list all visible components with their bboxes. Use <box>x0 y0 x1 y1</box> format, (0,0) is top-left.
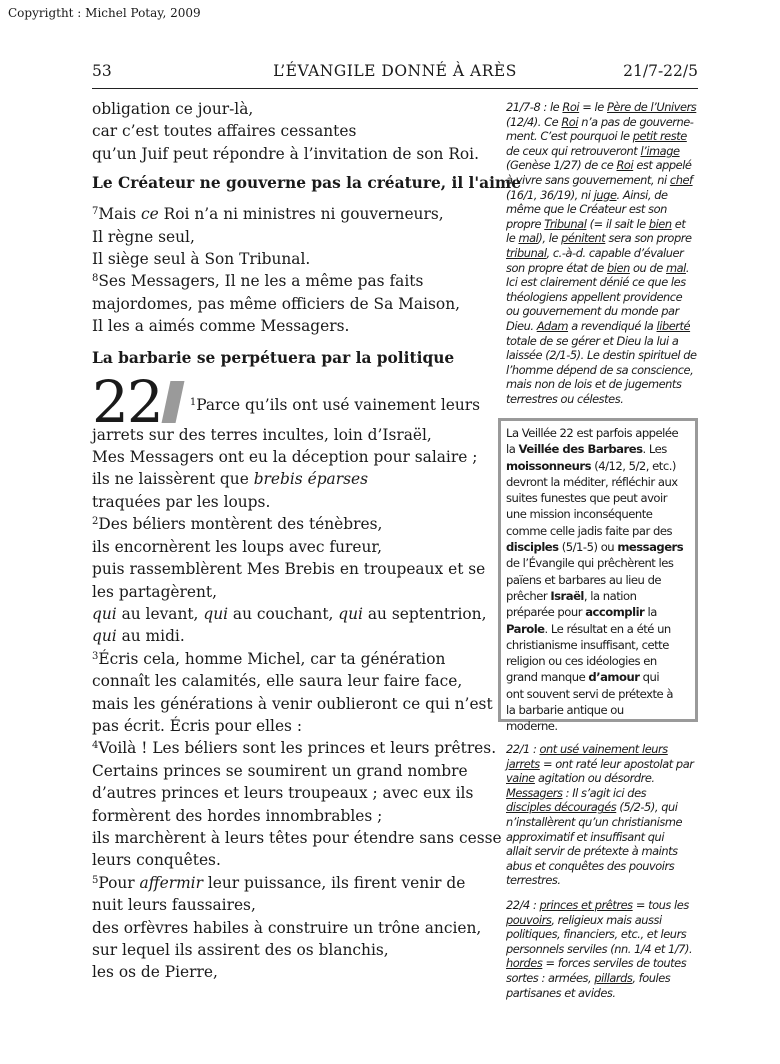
note-line <box>506 686 696 702</box>
text-span: ils ne laissèrent que <box>92 470 254 489</box>
text-line: les partagèrent, <box>92 582 217 601</box>
note-text: , religieux mais aussi <box>551 912 662 927</box>
note-text: , la nation <box>583 588 637 603</box>
verse-number: 8 <box>92 273 99 285</box>
note-line <box>506 363 702 378</box>
text-line <box>92 468 500 490</box>
note-line <box>506 986 702 1001</box>
verse-reference: 21/7-22/5 <box>623 62 698 80</box>
note-line <box>506 490 696 506</box>
note-text: (4/12, 5/2, etc.) <box>591 458 676 473</box>
header-rule <box>92 88 698 89</box>
emphasized-term: mal <box>666 260 686 275</box>
note-text: . Les <box>642 442 667 457</box>
text-span: Des béliers montèrent des ténèbres, <box>98 515 383 534</box>
emphasized-term: hordes <box>506 956 543 971</box>
note-line <box>506 637 696 653</box>
verse-5 <box>92 872 500 984</box>
note-text: propre <box>506 216 545 231</box>
verse-number: 7 <box>92 206 99 218</box>
note-line <box>506 217 702 232</box>
note-line <box>506 873 702 888</box>
text-line: mais les générations à venir oublieront ce qui n’est <box>92 694 493 713</box>
emphasized-term: mal <box>518 231 539 246</box>
note-line <box>506 971 702 986</box>
note-text: Ici est clairement dénié ce que les <box>506 275 686 290</box>
emphasized-term: ont usé vainement leurs <box>539 742 668 756</box>
note-text: = forces serviles de toutes <box>542 956 687 971</box>
verse-number: 5 <box>92 874 99 886</box>
note-line <box>506 334 702 349</box>
note-text: grand manque <box>506 670 589 685</box>
note-text: le <box>506 231 519 246</box>
note-line <box>506 572 696 588</box>
emphasized-term: bien <box>648 216 672 231</box>
note-text: = tous les <box>632 898 689 912</box>
book-title: L’ÉVANGILE DONNÉ À ARÈS <box>273 62 517 80</box>
copyright-notice: Copyrigtht : Michel Potay, 2009 <box>8 6 201 20</box>
text-line <box>92 648 500 670</box>
note-text: (12/4). Ce <box>506 114 562 129</box>
note-line <box>506 815 702 830</box>
text-line <box>92 603 500 625</box>
text-line: obligation ce jour-là, <box>92 100 254 118</box>
note-text: terrestres. <box>506 873 561 888</box>
note-line <box>506 621 696 637</box>
text-line: formèrent des hordes innombrables ; <box>92 806 383 825</box>
note-text: = ont raté leur apostolat par <box>539 756 694 771</box>
text-line: les os de Pierre, <box>92 963 218 982</box>
note-text: . Ainsi, de <box>616 187 668 202</box>
note-line <box>506 859 702 874</box>
note-text: ou gouvernement du monde par <box>506 304 679 319</box>
emphasized-term: chef <box>669 172 693 187</box>
note-text: et <box>671 216 686 231</box>
chapter-number: 22 <box>92 367 162 436</box>
verse-number: 2 <box>92 516 99 528</box>
note-line <box>506 173 702 188</box>
verse-number: 3 <box>92 650 99 662</box>
text-line: des orfèvres habiles à construire un trône ancien, <box>92 918 482 937</box>
note-line <box>506 771 702 786</box>
verse-3 <box>92 648 500 738</box>
text-line: pas écrit. Écris pour elles : <box>92 716 303 735</box>
emphasized-term: bien <box>607 260 630 275</box>
text-span: Roi n’a ni ministres ni gouverneurs, <box>158 205 444 224</box>
note-line <box>506 898 702 913</box>
text-span: au septentrion, <box>362 604 487 623</box>
note-text: ou de <box>629 260 666 275</box>
italic-span: ce <box>141 205 159 224</box>
note-text: sortes : armées, <box>506 970 595 985</box>
section-heading: Le Créateur ne gouverne pas la créature, il l'aime <box>92 174 521 193</box>
text-line: d’autres princes et leurs troupeaux ; avec eux ils <box>92 784 474 803</box>
italic-span: qui <box>203 604 229 623</box>
note-text: , foules <box>632 970 671 985</box>
text-line: traquées par les loups. <box>92 492 271 511</box>
text-line: leurs conquêtes. <box>92 851 221 870</box>
verse-number: 1 <box>189 396 197 408</box>
verse-7 <box>92 203 500 270</box>
note-text: 21/7-8 : le <box>506 100 563 114</box>
note-line <box>506 702 696 718</box>
text-line: Il siège seul à Son Tribunal. <box>92 250 311 269</box>
sidebar-note-22-4 <box>506 898 702 1000</box>
note-text: ment. C’est pourquoi le <box>506 129 633 144</box>
emphasized-term: Roi <box>562 100 580 114</box>
text-span: Pour <box>98 873 140 892</box>
emphasized-term: liberté <box>656 318 691 333</box>
italic-span: qui <box>338 604 363 623</box>
note-text: n’a pas de gouverne- <box>578 114 694 129</box>
page-header <box>92 62 698 88</box>
emphasized-term: messagers <box>617 540 684 555</box>
note-text: abus et conquêtes des pouvoirs <box>506 858 675 873</box>
note-line <box>506 718 696 734</box>
note-text: l’homme dépend de sa conscience, <box>506 362 694 377</box>
note-line <box>506 115 702 130</box>
note-line <box>506 956 702 971</box>
note-line <box>506 231 702 246</box>
note-text: ), le <box>538 231 562 246</box>
italic-span: brebis éparses <box>253 470 368 489</box>
verse-4 <box>92 737 500 871</box>
emphasized-term: disciples découragés <box>506 800 617 815</box>
note-text: 22/1 : <box>506 742 540 756</box>
text-line: Il règne seul, <box>92 227 195 246</box>
note-text: agitation ou désordre. <box>534 771 655 786</box>
text-line <box>92 737 500 759</box>
note-line <box>506 392 702 407</box>
text-line: Il les a aimés comme Messagers. <box>92 317 350 336</box>
note-line <box>506 202 702 217</box>
note-line <box>506 539 696 555</box>
emphasized-term: accomplir <box>585 605 645 620</box>
note-text: laissée (2/1-5). Le destin spirituel de <box>506 348 697 363</box>
text-span: au levant, <box>116 604 204 623</box>
note-line <box>506 669 696 685</box>
text-line: jarrets sur des terres incultes, loin d’Israël, <box>92 425 432 444</box>
emphasized-term: juge <box>593 187 617 202</box>
emphasized-term: vaine <box>506 771 535 786</box>
note-line <box>506 441 696 457</box>
emphasized-term: Père de l’Univers <box>607 100 697 114</box>
emphasized-term: disciples <box>506 540 559 555</box>
note-line <box>506 319 702 334</box>
emphasized-term: tribunal <box>506 245 547 260</box>
text-span: Voilà ! Les béliers sont les princes et leurs prêtres. <box>98 739 497 758</box>
note-text: christianisme insuffisant, cette <box>506 637 669 652</box>
page-number: 53 <box>92 62 112 80</box>
note-line <box>506 304 702 319</box>
note-text: approximatif et insuffisant qui <box>506 829 665 844</box>
emphasized-term: pillards <box>594 970 633 985</box>
emphasized-term: pénitent <box>561 231 606 246</box>
section-heading: La barbarie se perpétuera par la politique <box>92 348 455 367</box>
note-text: allait servir de prétexte à maints <box>506 844 678 859</box>
intro-lines <box>92 98 500 165</box>
text-line <box>190 378 480 416</box>
note-line <box>506 942 702 957</box>
text-line <box>92 270 500 292</box>
note-text: religion ou ces idéologies en <box>506 654 657 669</box>
note-line <box>506 425 696 441</box>
main-text-column <box>92 98 521 984</box>
verse-1 <box>92 424 500 514</box>
text-span: au midi. <box>116 627 185 646</box>
sidebar-box-veillee-22 <box>506 425 696 735</box>
text-line: nuit leurs faussaires, <box>92 896 256 915</box>
text-line: Mes Messagers ont eu la déception pour salaire ; <box>92 448 478 467</box>
note-line <box>506 129 702 144</box>
verse-2 <box>92 513 500 647</box>
text-line <box>92 513 500 535</box>
emphasized-term: pouvoirs <box>506 912 552 927</box>
text-span: Mais <box>98 205 142 224</box>
note-text: son propre état de <box>506 260 608 275</box>
note-text: la <box>644 605 657 620</box>
text-line: puis rassemblèrent Mes Brebis en troupeaux et se <box>92 560 486 579</box>
note-line <box>506 458 696 474</box>
text-line: ils marchèrent à leurs têtes pour étendre sans cesse <box>92 828 502 847</box>
note-line <box>506 188 702 203</box>
emphasized-term: Tribunal <box>544 216 587 231</box>
note-line <box>506 757 702 772</box>
note-line <box>506 653 696 669</box>
note-line <box>506 913 702 928</box>
note-line <box>506 290 702 305</box>
note-text: de l’Évangile qui prêchèrent les <box>506 556 674 571</box>
note-text: qui <box>639 670 660 685</box>
note-line <box>506 246 702 261</box>
note-text: totale de se gérer et Dieu la lui a <box>506 333 679 348</box>
note-line <box>506 604 696 620</box>
text-line <box>92 625 500 647</box>
note-text: comme celle jadis faite par des <box>506 523 672 538</box>
note-text: suites funestes que peut avoir <box>506 491 668 506</box>
note-line <box>506 786 702 801</box>
note-text: partisanes et avides. <box>506 985 616 1000</box>
text-span: Écris cela, homme Michel, car ta génération <box>98 649 446 668</box>
italic-span: affermir <box>139 873 203 892</box>
text-span: au couchant, <box>228 604 339 623</box>
text-span: Parce qu’ils ont usé vainement leurs <box>196 395 481 414</box>
note-text: 22/4 : <box>506 898 540 912</box>
note-line <box>506 588 696 604</box>
text-line: qu’un Juif peut répondre à l’invitation de son Roi. <box>92 144 479 163</box>
note-line <box>506 555 696 571</box>
note-line <box>506 800 702 815</box>
note-line <box>506 844 702 859</box>
note-line <box>506 474 696 490</box>
note-text: politiques, financiers, etc., et leurs <box>506 927 687 942</box>
note-text: terrestres ou célestes. <box>506 391 624 406</box>
note-line <box>506 261 702 276</box>
note-text: moderne. <box>506 719 558 734</box>
italic-span: qui <box>92 604 117 623</box>
text-span: Ses Messagers, Il ne les a même pas faits <box>98 272 424 291</box>
note-line <box>506 348 702 363</box>
italic-span: qui <box>92 627 117 646</box>
emphasized-term: Adam <box>536 318 569 333</box>
text-line: sur lequel ils assirent des os blanchis, <box>92 941 389 959</box>
chapter-slash-ornament <box>161 381 184 423</box>
note-text: sera son propre <box>605 231 692 246</box>
note-text: (Genèse 1/27) de ce <box>506 158 617 173</box>
emphasized-term: Veillée des Barbares <box>518 442 643 457</box>
emphasized-term: Roi <box>561 114 579 129</box>
note-line <box>506 506 696 522</box>
note-text: devront la méditer, réfléchir aux <box>506 474 678 489</box>
emphasized-term: moissonneurs <box>506 458 592 473</box>
text-line: connaît les calamités, elle saura leur faire face, <box>92 672 463 691</box>
note-text: La Veillée 22 est parfois appelée <box>506 426 679 440</box>
note-text: même que le Créateur est son <box>506 202 667 217</box>
note-text: est appelé <box>633 158 692 173</box>
emphasized-term: Messagers <box>506 785 563 800</box>
text-line <box>92 203 500 225</box>
note-text: (5/1-5) ou <box>558 540 618 555</box>
text-span: leur puissance, ils firent venir de <box>202 873 466 892</box>
note-text: personnels serviles (nn. 1/4 et 1/7). <box>506 941 693 956</box>
emphasized-term: Israël <box>550 588 584 603</box>
note-text: , c.-à-d. capable d’évaluer <box>546 245 684 260</box>
note-line <box>506 100 702 115</box>
note-text: : Il s’agit ici des <box>562 785 647 800</box>
note-text: Dieu. <box>506 318 537 333</box>
text-line: ils encornèrent les loups avec fureur, <box>92 537 382 556</box>
verse-8 <box>92 270 500 337</box>
emphasized-term: Roi <box>616 158 634 173</box>
note-text: a revendiqué la <box>568 318 657 333</box>
note-text: de ceux qui retrouveront <box>506 143 641 158</box>
emphasized-term: princes et prêtres <box>539 898 633 912</box>
note-line <box>506 158 702 173</box>
emphasized-term: petit reste <box>632 129 687 144</box>
note-line <box>506 742 702 757</box>
note-text: théologiens appellent providence <box>506 289 683 304</box>
emphasized-term: jarrets <box>506 756 540 771</box>
note-text: la barbarie antique ou <box>506 703 624 718</box>
note-text: . <box>685 260 690 275</box>
note-text: la <box>506 442 519 457</box>
note-line <box>506 144 702 159</box>
note-text: (5/2-5), qui <box>616 800 678 815</box>
note-text: à vivre sans gouvernement, ni <box>506 172 670 187</box>
text-line: majordomes, pas même officiers de Sa Maison, <box>92 294 460 313</box>
note-text: (= il sait le <box>586 216 649 231</box>
note-text: préparée pour <box>506 605 586 620</box>
note-text: prêcher <box>506 588 551 603</box>
sidebar-note-21-7-8 <box>506 100 702 406</box>
note-text: ont souvent servi de prétexte à <box>506 686 673 701</box>
text-line: car c’est toutes affaires cessantes <box>92 122 357 141</box>
text-line <box>92 872 500 894</box>
note-line <box>506 830 702 845</box>
note-line <box>506 377 702 392</box>
sidebar-note-22-1 <box>506 742 702 888</box>
note-text: . Le résultat en a été un <box>544 621 671 636</box>
note-text: païens et barbares au lieu de <box>506 572 662 587</box>
verse-number: 4 <box>92 740 99 752</box>
emphasized-term: Parole <box>506 621 545 636</box>
note-text: (16/1, 36/19), ni <box>506 187 594 202</box>
note-text: = le <box>579 100 608 114</box>
note-line <box>506 275 702 290</box>
note-line <box>506 927 702 942</box>
note-text: une mission inconséquente <box>506 507 653 522</box>
emphasized-term: d’amour <box>588 670 640 685</box>
text-line: Certains princes se soumirent un grand nombre <box>92 761 468 780</box>
emphasized-term: l’image <box>640 143 680 158</box>
note-line <box>506 523 696 539</box>
note-text: mais non de lois et de jugements <box>506 377 682 392</box>
note-text: n’installèrent qu’un christianisme <box>506 814 683 829</box>
